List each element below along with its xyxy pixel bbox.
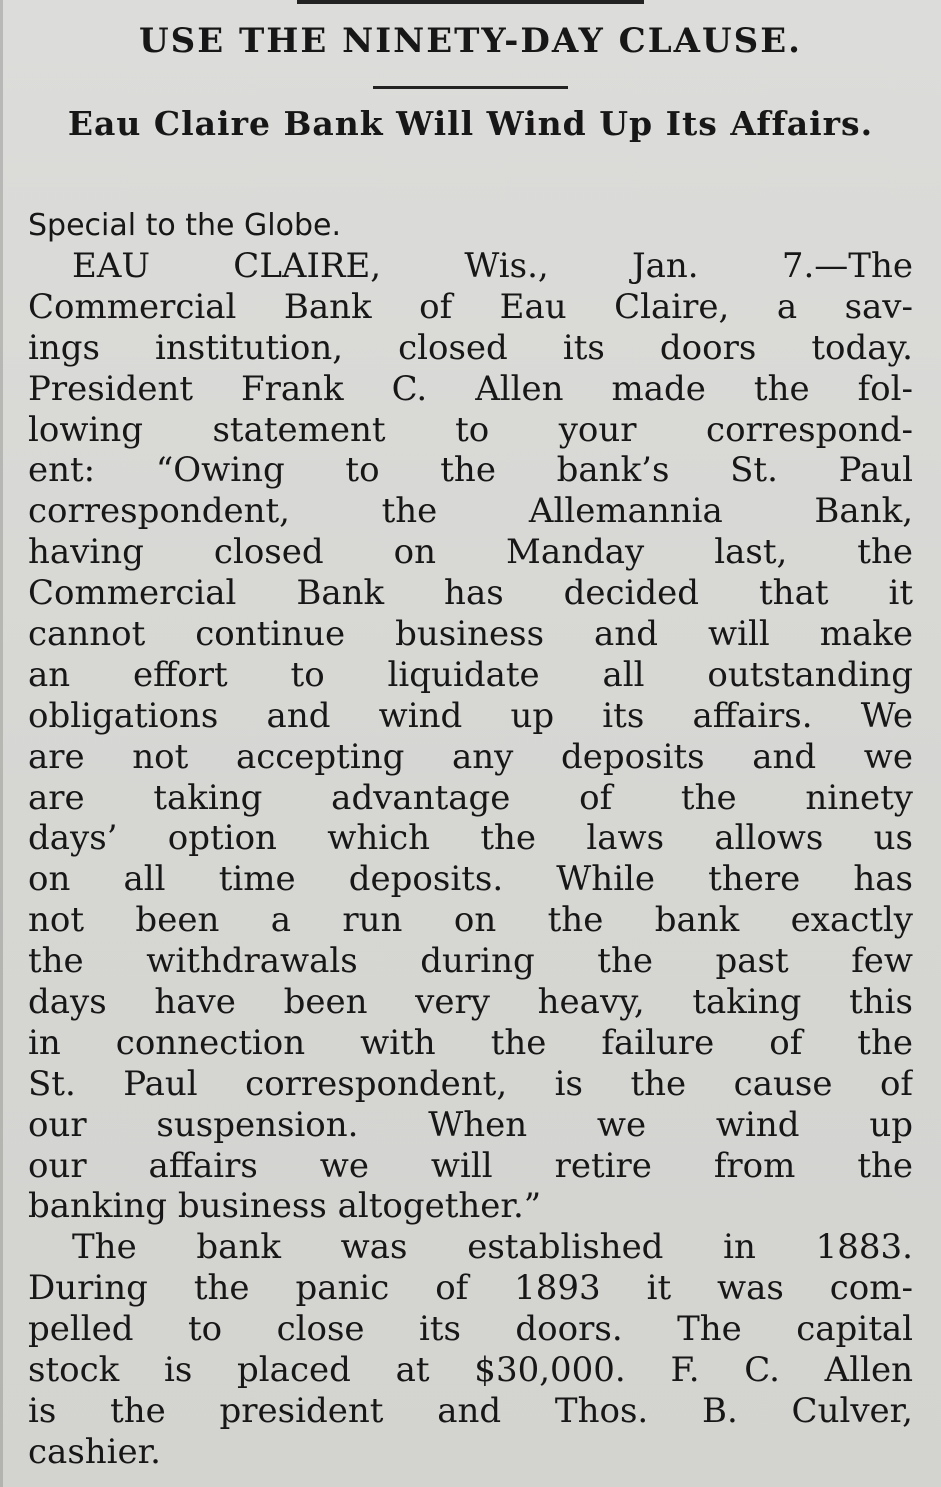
article-line: an effort to liquidate all outstanding: [28, 654, 913, 695]
article-line: having closed on Manday last, the: [28, 532, 913, 573]
article-line: pelled to close its doors. The capital: [28, 1309, 913, 1350]
article-line: The bank was established in 1883.: [72, 1227, 913, 1268]
article-line: President Frank C. Allen made the fol-: [28, 368, 913, 409]
article-line: lowing statement to your correspond-: [28, 409, 913, 450]
article-line: our suspension. When we wind up: [28, 1104, 913, 1145]
subheadline: Eau Claire Bank Will Wind Up Its Affairs.: [67, 104, 874, 143]
article-line: our affairs we will retire from the: [28, 1145, 913, 1186]
article-body: [28, 246, 913, 1473]
headline: USE THE NINETY-DAY CLAUSE.: [139, 21, 802, 61]
article-line: St. Paul correspondent, is the cause of: [28, 1063, 913, 1104]
article-line: correspondent, the Allemannia Bank,: [28, 491, 913, 532]
article-line: is the president and Thos. B. Culver,: [28, 1390, 913, 1431]
page-edge-shadow: [0, 0, 3, 1487]
article-line: ings institution, closed its doors today.: [28, 327, 913, 368]
article-line: banking business altogether.”: [28, 1186, 542, 1227]
article-line: obligations and wind up its affairs. We: [28, 695, 913, 736]
article-line: are taking advantage of the ninety: [28, 777, 913, 818]
headline-divider: [373, 86, 568, 89]
article-line: the withdrawals during the past few: [28, 941, 913, 982]
article-line: Commercial Bank has decided that it: [28, 573, 913, 614]
article-line: EAU CLAIRE, Wis., Jan. 7.—The: [72, 246, 913, 286]
article-line: days’ option which the laws allows us: [28, 818, 913, 859]
article-line: are not accepting any deposits and we: [28, 736, 913, 777]
article-line: cashier.: [28, 1431, 161, 1472]
article-line: ent: “Owing to the bank’s St. Paul: [28, 450, 913, 491]
article-line: not been a run on the bank exactly: [28, 900, 913, 941]
article-line: stock is placed at $30,000. F. C. Allen: [28, 1350, 913, 1391]
top-rule: [297, 0, 644, 4]
article-line: During the panic of 1893 it was com-: [28, 1268, 913, 1309]
article-line: days have been very heavy, taking this: [28, 982, 913, 1023]
article-line: in connection with the failure of the: [28, 1022, 913, 1063]
article-line: Commercial Bank of Eau Claire, a sav-: [28, 286, 913, 327]
article-line: cannot continue business and will make: [28, 614, 913, 655]
article-line: on all time deposits. While there has: [28, 859, 913, 900]
dateline: Special to the Globe.: [28, 208, 342, 243]
